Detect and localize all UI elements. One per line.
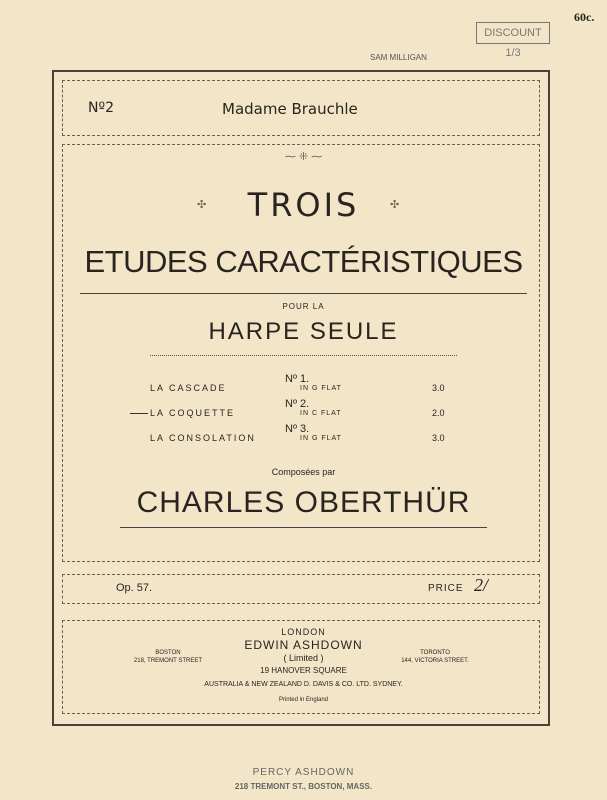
boston-address: 218, TREMONT STREET — [133, 658, 203, 664]
opus: Op. 57. — [116, 582, 153, 594]
title-line1: TROIS — [247, 186, 360, 224]
ornament-icon: ⁓ ⁜ ⁓ — [284, 151, 323, 163]
divider — [80, 293, 527, 294]
boston-label: BOSTON — [155, 650, 181, 656]
publisher-address: 19 HANOVER SQUARE — [260, 666, 347, 675]
printed-in: Printed in England — [278, 697, 329, 703]
price-stamp: 60c. — [574, 10, 595, 24]
piece-number: Nº 1. — [285, 373, 310, 385]
dedication: Madame Brauchle — [222, 100, 358, 118]
footer-name: PERCY ASHDOWN — [252, 767, 355, 778]
publisher-name: EDWIN ASHDOWN — [244, 638, 363, 652]
divider — [120, 527, 487, 528]
piece-price: 2.0 — [432, 408, 445, 418]
discount-stamp: DISCOUNT 1/3 — [476, 22, 550, 44]
piece-name: LA CONSOLATION — [150, 433, 256, 443]
price-label: PRICE — [428, 583, 464, 594]
piece-price: 3.0 — [432, 433, 445, 443]
piece-name: LA COQUETTE — [150, 408, 236, 418]
piece-name: LA CASCADE — [150, 383, 227, 393]
composed-by: Composées par — [271, 467, 336, 477]
toronto-address: 144, VICTORIA STREET. — [401, 658, 469, 664]
publisher-limited: ( Limited ) — [283, 653, 324, 663]
piece-key: IN C FLAT — [300, 410, 342, 417]
ornament-icon: ✣ — [390, 199, 400, 211]
price-value: 2/ — [474, 575, 489, 595]
piece-key: IN G FLAT — [300, 385, 342, 392]
issue-number: Nº2 — [88, 100, 114, 116]
piece-price: 3.0 — [432, 383, 445, 393]
piece-key: IN G FLAT — [300, 435, 342, 442]
piece-number: Nº 3. — [285, 423, 310, 435]
composer-name: CHARLES OBERTHÜR — [136, 486, 471, 519]
ornament-icon: ✣ — [197, 199, 207, 211]
pour-la: POUR LA — [282, 302, 325, 311]
footer-address: 218 TREMONT ST., BOSTON, MASS. — [234, 782, 373, 791]
piece-number: Nº 2. — [285, 398, 310, 410]
divider — [150, 355, 457, 356]
australia-agent: AUSTRALIA & NEW ZEALAND D. DAVIS & CO. LTD. SYDNEY. — [204, 681, 403, 688]
publisher-city: LONDON — [281, 627, 326, 637]
pointer-mark — [130, 413, 148, 414]
toronto-label: TORONTO — [420, 650, 450, 656]
main-title: ETUDES CARACTÉRISTIQUES — [84, 244, 523, 279]
owner-stamp: SAM MILLIGAN — [370, 53, 427, 62]
instrument: HARPE SEULE — [208, 318, 399, 345]
